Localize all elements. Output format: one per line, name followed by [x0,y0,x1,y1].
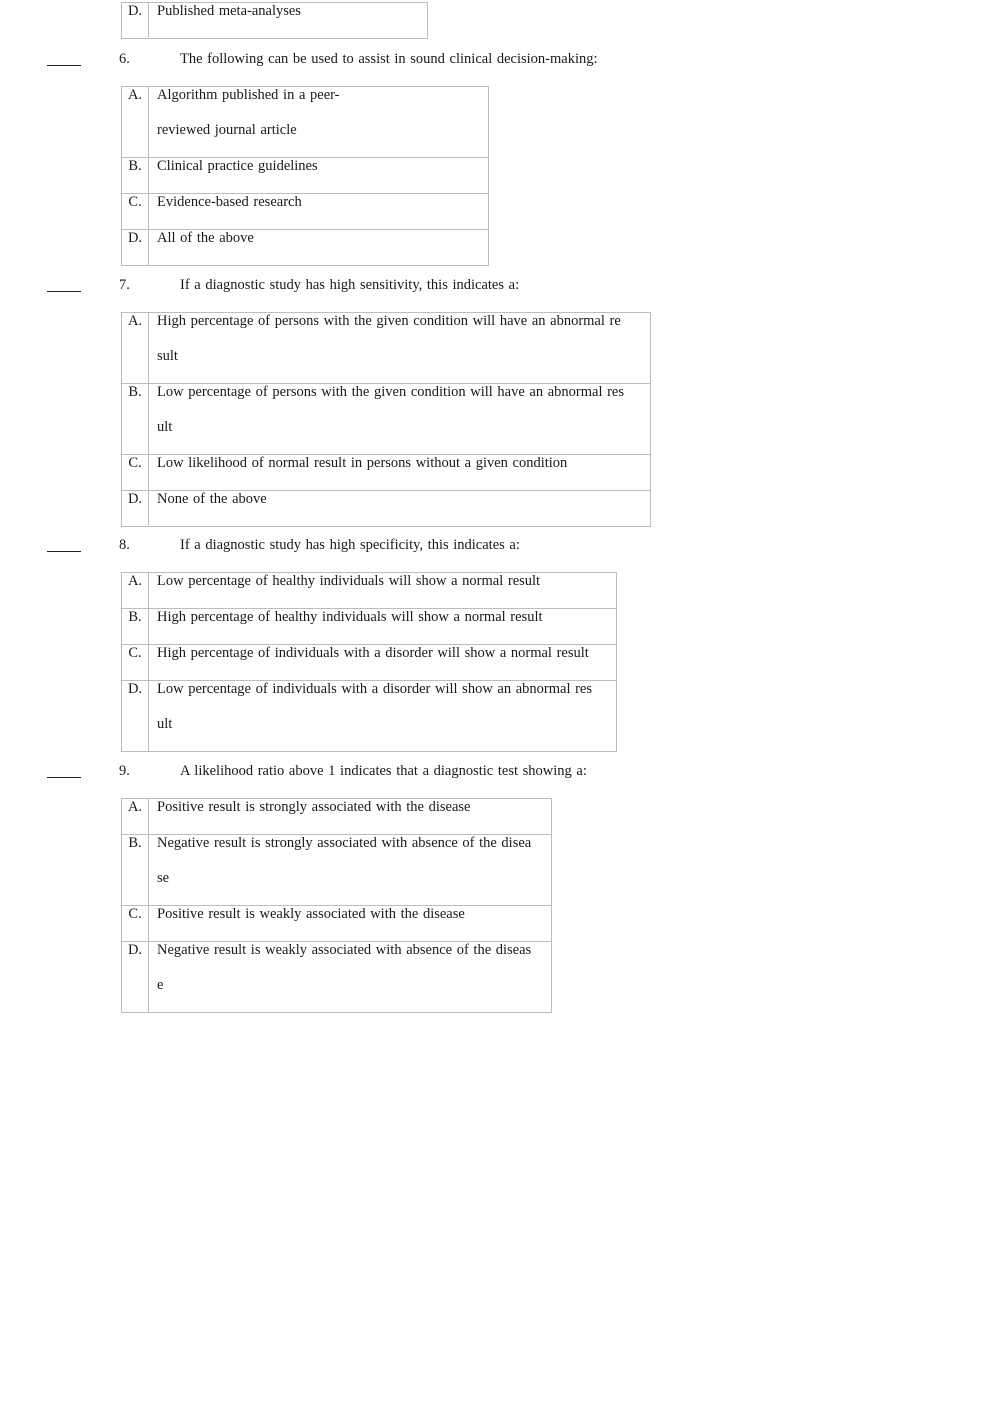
option-text: Low percentage of persons with the given condition will have an abnormal res ult [149,384,651,455]
answer-blank-q6[interactable] [47,65,81,66]
option-letter: A. [122,87,149,158]
option-letter: B. [122,609,149,645]
option-row [122,313,651,384]
option-letter: A. [122,313,149,384]
option-text: Published meta-analyses [149,3,428,39]
prev-question-options-fragment [121,2,428,39]
option-letter: A. [122,799,149,835]
question-number: 7. [119,277,130,293]
option-letter: A. [122,573,149,609]
option-row [122,384,651,455]
option-row [122,3,428,39]
option-text: None of the above [149,491,651,527]
option-row [122,87,489,158]
answer-blank-q7[interactable] [47,291,81,292]
option-letter: C. [122,455,149,491]
option-letter: D. [122,942,149,1013]
option-letter: B. [122,158,149,194]
option-letter: B. [122,835,149,906]
option-letter: C. [122,645,149,681]
option-text: High percentage of persons with the given condition will have an abnormal re sult [149,313,651,384]
question-6-options [121,86,489,266]
option-text: Positive result is weakly associated with the disease [149,906,552,942]
option-letter: C. [122,906,149,942]
option-text: Low percentage of healthy individuals will show a normal result [149,573,617,609]
question-number: 8. [119,537,130,553]
question-number: 6. [119,51,130,67]
option-letter: D. [122,230,149,266]
option-row [122,942,552,1013]
option-letter: D. [122,681,149,752]
option-letter: C. [122,194,149,230]
option-text: Algorithm published in a peer- reviewed journal article [149,87,489,158]
question-number: 9. [119,763,130,779]
option-text: High percentage of healthy individuals will show a normal result [149,609,617,645]
question-prompt: If a diagnostic study has high sensitivity, this indicates a: [180,277,520,293]
answer-blank-q9[interactable] [47,777,81,778]
question-prompt: The following can be used to assist in sound clinical decision-making: [180,51,598,67]
option-text: Clinical practice guidelines [149,158,489,194]
option-letter: B. [122,384,149,455]
question-prompt: A likelihood ratio above 1 indicates that a diagnostic test showing a: [180,763,587,779]
option-row [122,230,489,266]
question-8-options [121,572,617,752]
option-text: Low likelihood of normal result in persons without a given condition [149,455,651,491]
option-text: Evidence-based research [149,194,489,230]
option-row [122,681,617,752]
question-prompt: If a diagnostic study has high specificity, this indicates a: [180,537,520,553]
option-text: Low percentage of individuals with a disorder will show an abnormal res ult [149,681,617,752]
option-text: Positive result is strongly associated with the disease [149,799,552,835]
answer-blank-q8[interactable] [47,551,81,552]
option-letter: D. [122,491,149,527]
question-7-options [121,312,651,527]
option-row [122,835,552,906]
option-text: High percentage of individuals with a disorder will show a normal result [149,645,617,681]
option-text: Negative result is weakly associated with absence of the diseas e [149,942,552,1013]
option-row [122,491,651,527]
option-letter: D. [122,3,149,39]
option-text: Negative result is strongly associated with absence of the disea se [149,835,552,906]
question-9-options [121,798,552,1013]
option-text: All of the above [149,230,489,266]
